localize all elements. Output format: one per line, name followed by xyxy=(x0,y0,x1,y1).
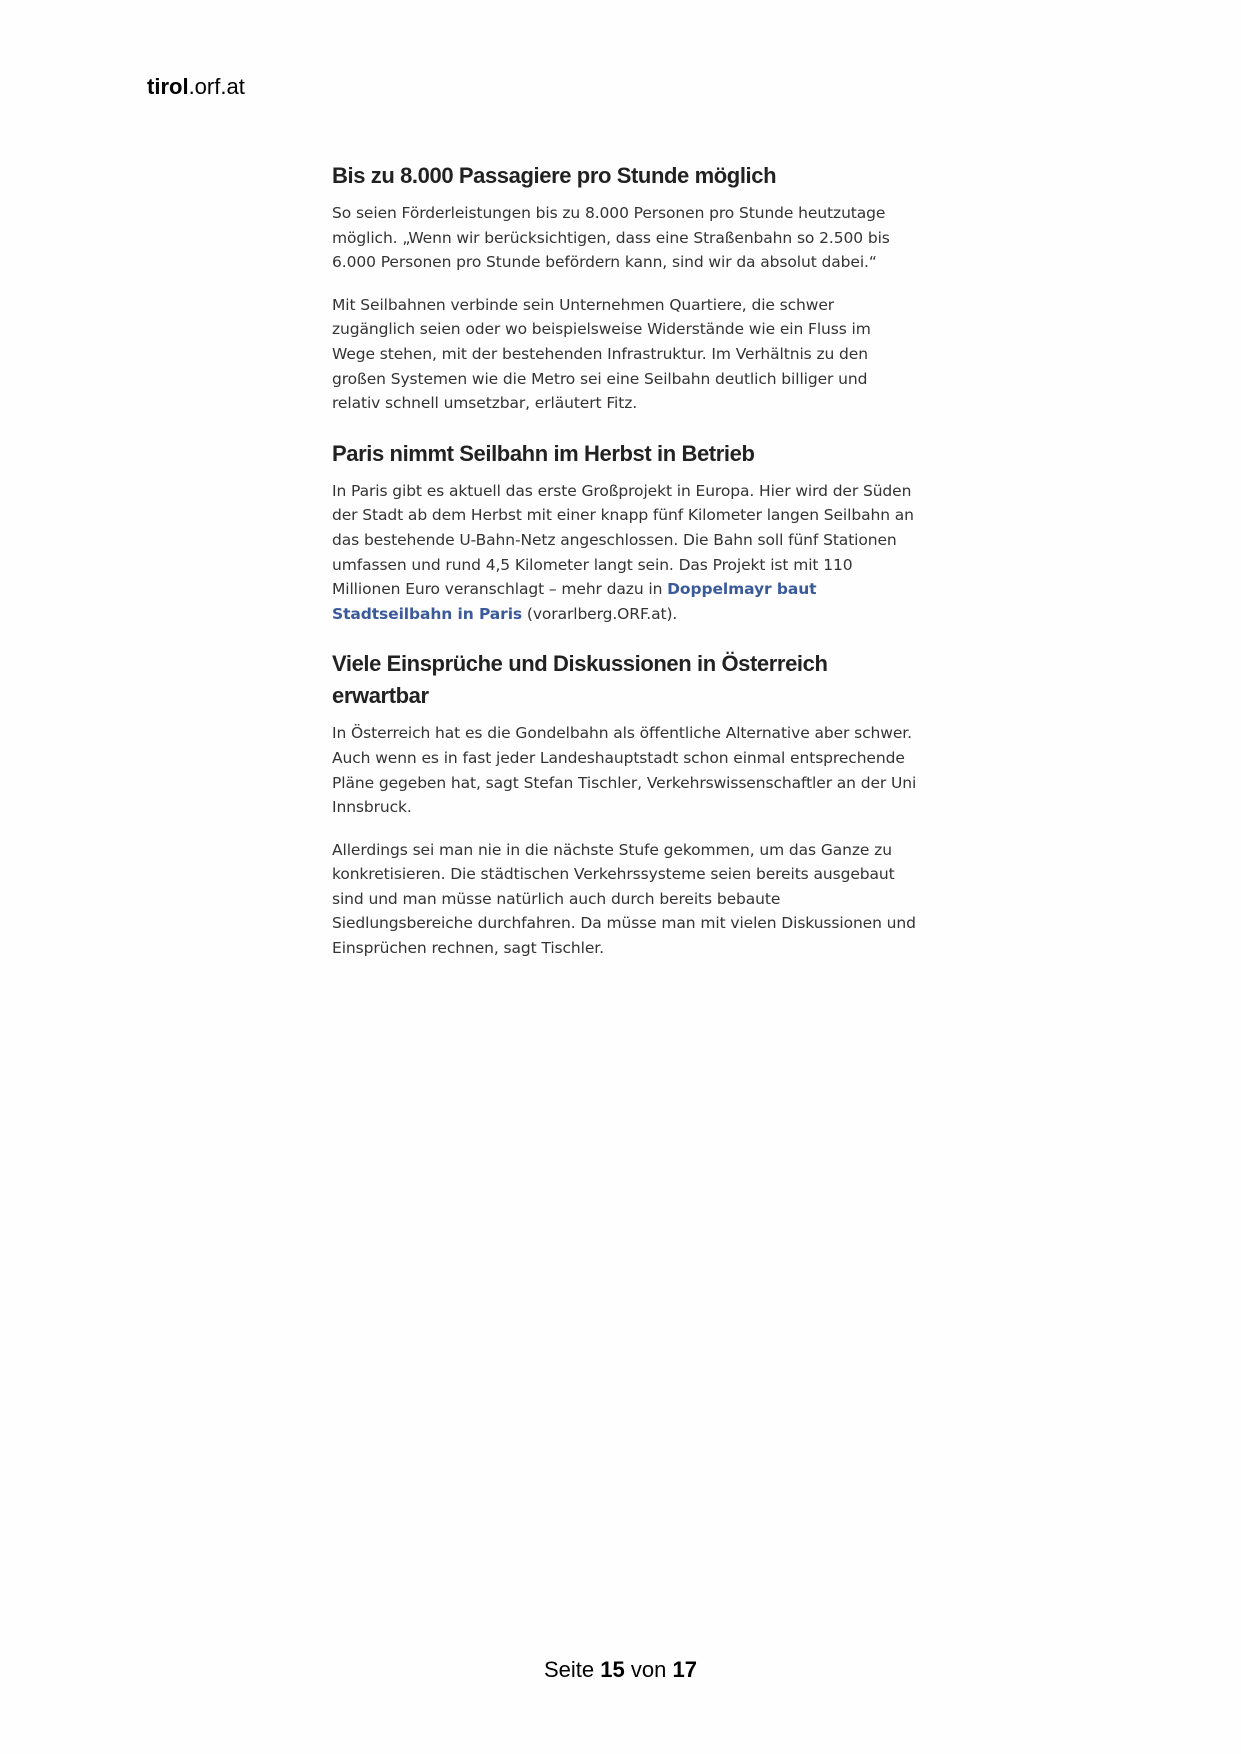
section-title: Paris nimmt Seilbahn im Herbst in Betrieb xyxy=(332,440,755,466)
paragraph: Allerdings sei man nie in die nächste Stufe gekommen, um das Ganze zu konkretisieren. Die städtischen Verkehrssysteme seien bereits ausgebaut sind und man müsse natürlich auch durch bereits bebaute Siedlungsbereiche durchfahren. Da müsse man mit vielen Diskussionen und Einsprüchen rechnen, sagt Tischler. xyxy=(332,840,916,958)
section-oesterreich xyxy=(332,648,917,960)
site-name-bold: tirol xyxy=(147,74,189,99)
section-title: Viele Einsprüche und Diskussionen in Österreich erwartbar xyxy=(332,651,828,709)
footer-prefix: Seite xyxy=(544,1657,595,1682)
section-paris xyxy=(332,438,917,627)
site-header xyxy=(147,74,245,100)
section-passagiere xyxy=(332,160,917,416)
article-body xyxy=(332,160,917,979)
site-name-rest: .orf.at xyxy=(188,74,245,99)
paragraph: So seien Förderleistungen bis zu 8.000 Personen pro Stunde heutzutage möglich. „Wenn wir berücksichtigen, dass eine Straßenbahn so 2.500 bis 6.000 Personen pro Stunde befördern kann, sind wir da absolut dabei.“ xyxy=(332,204,890,272)
page-footer xyxy=(0,1657,1241,1683)
paragraph: In Österreich hat es die Gondelbahn als öffentliche Alternative aber schwer. Auch wenn es in fast jeder Landeshauptstadt schon einmal entsprechende Pläne gegeben hat, sagt Stefan Tischler, Verkehrswissenschaftler an der Uni Innsbruck. xyxy=(332,724,917,817)
total-pages: 17 xyxy=(672,1657,697,1682)
doppelmayr-article-link[interactable]: Doppelmayr baut Stadtseilbahn in Paris xyxy=(332,580,817,623)
paragraph-text: In Paris gibt es aktuell das erste Großprojekt in Europa. Hier wird der Süden der Stadt ab dem Herbst mit einer knapp fünf Kilometer langen Seilbahn an das bestehende U-Bahn-Netz angeschlossen. Die Bahn soll fünf Stationen umfassen und rund 4,5 Kilometer langt sein. Das Projekt ist mit 110 Millionen Euro veranschlagt – mehr dazu in xyxy=(332,481,914,599)
paragraph xyxy=(332,479,917,627)
footer-middle: von xyxy=(630,1657,667,1682)
current-page: 15 xyxy=(600,1657,625,1682)
paragraph-text-suffix: (vorarlberg.ORF.at). xyxy=(522,604,678,623)
section-title: Bis zu 8.000 Passagiere pro Stunde möglich xyxy=(332,163,777,188)
paragraph: Mit Seilbahnen verbinde sein Unternehmen Quartiere, die schwer zugänglich seien oder wo beispielsweise Widerstände wie ein Fluss im Wege stehen, mit der bestehenden Infrastruktur. Im Verhältnis zu den großen Systemen wie die Metro sei eine Seilbahn deutlich billiger und relativ schnell umsetzbar, erläutert Fitz. xyxy=(332,295,871,413)
